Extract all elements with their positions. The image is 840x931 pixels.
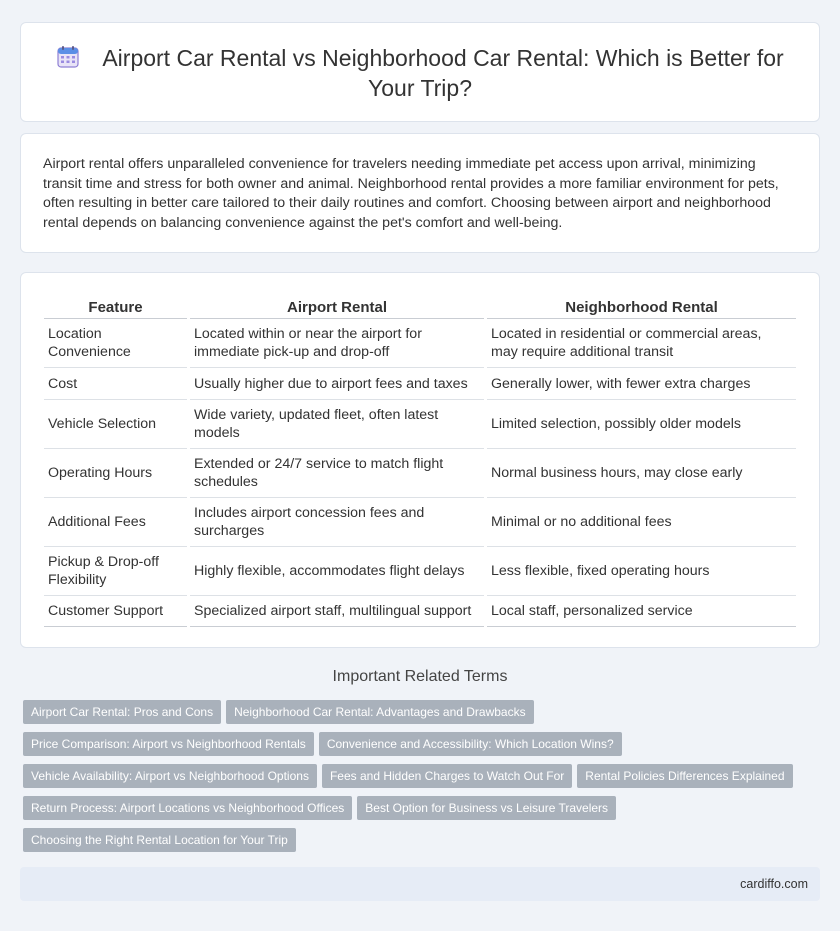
footer <box>20 867 820 901</box>
title-card <box>20 22 820 122</box>
neighborhood-cell: Limited selection, possibly older models <box>487 400 796 449</box>
airport-cell: Specialized airport staff, multilingual support <box>190 596 484 627</box>
header-feature: Feature <box>44 295 187 319</box>
airport-cell: Located within or near the airport for immediate pick-up and drop-off <box>190 319 484 368</box>
feature-cell: Vehicle Selection <box>44 400 187 449</box>
related-tag[interactable]: Rental Policies Differences Explained <box>577 764 792 788</box>
table-header-row <box>44 295 796 319</box>
feature-cell: Additional Fees <box>44 498 187 547</box>
related-tag[interactable]: Return Process: Airport Locations vs Neighborhood Offices <box>23 796 352 820</box>
feature-cell: Location Convenience <box>44 319 187 368</box>
airport-cell: Extended or 24/7 service to match flight schedules <box>190 449 484 498</box>
related-tags-row <box>23 796 621 820</box>
airport-cell: Wide variety, updated fleet, often latest models <box>190 400 484 449</box>
page-title: Airport Car Rental vs Neighborhood Car Rental: Which is Better for Your Trip? <box>102 45 784 101</box>
summary-card <box>20 133 820 253</box>
table-row <box>44 596 796 627</box>
related-tag[interactable]: Neighborhood Car Rental: Advantages and Drawbacks <box>226 700 534 724</box>
related-tags-row <box>23 700 539 724</box>
neighborhood-cell: Less flexible, fixed operating hours <box>487 547 796 596</box>
related-terms-heading: Important Related Terms <box>332 668 508 685</box>
related-tags-row <box>23 828 301 852</box>
feature-cell: Customer Support <box>44 596 187 627</box>
table-row <box>44 449 796 498</box>
calendar-icon <box>56 45 80 69</box>
feature-cell: Cost <box>44 368 187 400</box>
feature-cell: Operating Hours <box>44 449 187 498</box>
neighborhood-cell: Local staff, personalized service <box>487 596 796 627</box>
summary-text: Airport rental offers unparalleled convenience for travelers needing immediate pet access upon arrival, minimizing transit time and stress for both owner and animal. Neighborhood rental provides a more familiar environment for pets, often resulting in better care tailored to their daily routines and comfort. Choosing between airport and neighborhood rental depends on balancing convenience against the pet's comfort and well-being. <box>43 156 779 231</box>
airport-cell: Includes airport concession fees and surcharges <box>190 498 484 547</box>
table-row <box>44 498 796 547</box>
related-tags-row <box>23 732 627 756</box>
neighborhood-cell: Located in residential or commercial areas, may require additional transit <box>487 319 796 368</box>
table-row <box>44 319 796 368</box>
comparison-table <box>41 295 799 627</box>
neighborhood-cell: Generally lower, with fewer extra charges <box>487 368 796 400</box>
airport-cell: Usually higher due to airport fees and taxes <box>190 368 484 400</box>
related-tag[interactable]: Best Option for Business vs Leisure Travelers <box>357 796 616 820</box>
table-row <box>44 368 796 400</box>
related-tag[interactable]: Vehicle Availability: Airport vs Neighborhood Options <box>23 764 317 788</box>
related-tag[interactable]: Airport Car Rental: Pros and Cons <box>23 700 221 724</box>
related-tag[interactable]: Choosing the Right Rental Location for Your Trip <box>23 828 296 852</box>
comparison-table-card <box>20 272 820 648</box>
neighborhood-cell: Minimal or no additional fees <box>487 498 796 547</box>
related-tag[interactable]: Price Comparison: Airport vs Neighborhood Rentals <box>23 732 314 756</box>
airport-cell: Highly flexible, accommodates flight delays <box>190 547 484 596</box>
related-tags-row <box>23 764 798 788</box>
header-airport-rental: Airport Rental <box>190 295 484 319</box>
neighborhood-cell: Normal business hours, may close early <box>487 449 796 498</box>
feature-cell: Pickup & Drop-off Flexibility <box>44 547 187 596</box>
related-tag[interactable]: Fees and Hidden Charges to Watch Out For <box>322 764 572 788</box>
header-neighborhood-rental: Neighborhood Rental <box>487 295 796 319</box>
table-row <box>44 547 796 596</box>
footer-site-link[interactable]: cardiffo.com <box>740 877 808 891</box>
table-row <box>44 400 796 449</box>
related-tag[interactable]: Convenience and Accessibility: Which Location Wins? <box>319 732 622 756</box>
